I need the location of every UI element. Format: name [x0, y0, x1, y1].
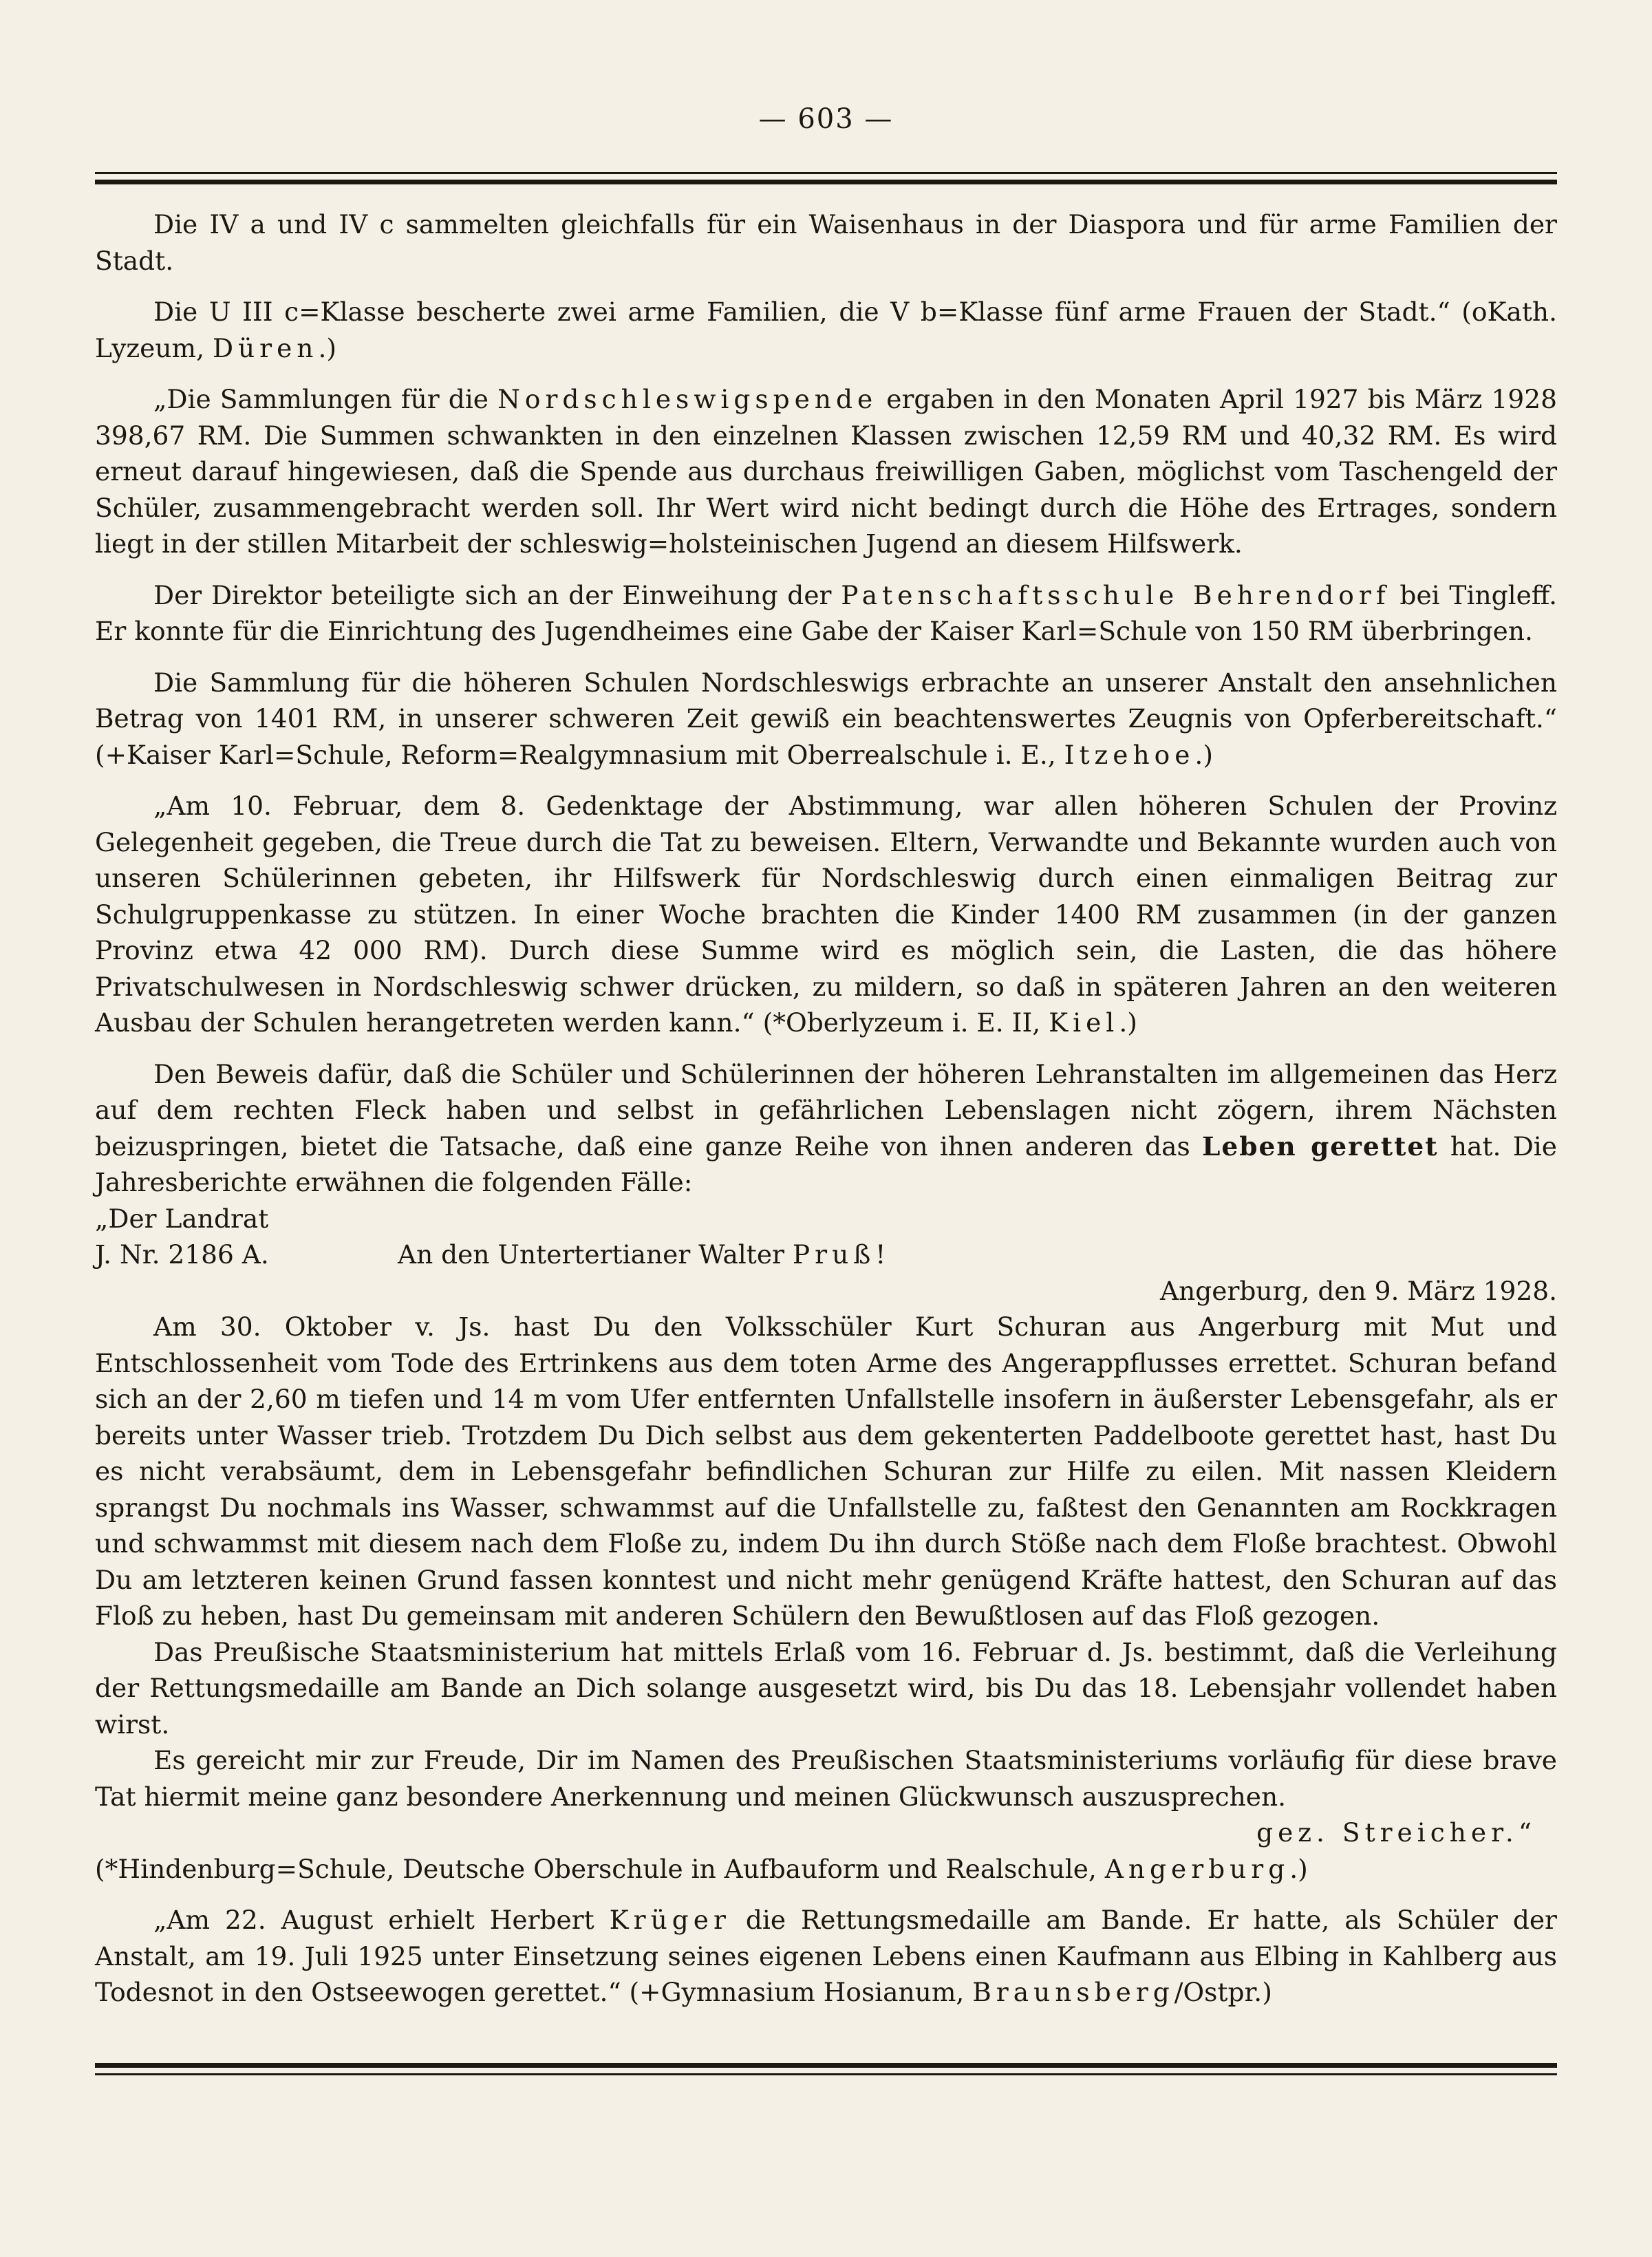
text: „Am 22. August erhielt Herbert: [153, 1905, 610, 1935]
letter-signature: gez. Streicher.“: [1256, 1817, 1536, 1848]
paragraph-nordschleswigspende: [95, 381, 1557, 562]
page-number: — 603 —: [758, 103, 894, 135]
text: „Am 10. Februar, dem 8. Gedenktage der Abstimmung, war allen höheren Schulen der Provinz Gelegenheit gegeben, die Treue durch die Tat zu beweisen. Eltern, Verwandte und Bekannte wurden auch von unseren Schülerinnen gebeten, ihr Hilfswerk für Nordschleswig durch einen einmaligen Beitrag zur Schulgruppenkasse zu stützen. In einer Woche brachten die Kinder 1400 RM zusammen (in der ganzen Provinz etwa 42 000 RM). Durch diese Summe wird es möglich sein, die Lasten, die das höhere Privatschulwesen in Nordschleswig schwer drücken, zu mildern, so daß in späteren Jahren an den weiteren Ausbau der Schulen herangetreten werden kann.“ (*Oberlyzeum i. E. II,: [95, 791, 1557, 1038]
text: .): [1194, 739, 1213, 770]
spaced-name: Krüger: [609, 1905, 731, 1935]
text: /Ostpr.): [1174, 1977, 1272, 2007]
header-double-rule: [95, 172, 1557, 184]
text: Den Beweis dafür, daß die Schüler und Schülerinnen der höheren Lehranstalten im allgemeinen das Herz auf dem rechten Fleck haben und selbst in gefährlichen Lebenslagen nicht zögern, ihrem Nächsten beizuspringen, bietet die Tatsache, daß eine ganze Reihe von ihnen anderen das: [95, 1058, 1557, 1162]
text: bei Tingleff. Er konnte für die Einrichtung des Jugendheimes eine Gabe der Kaiser Karl=Schule von 150 RM überbringen.: [95, 579, 1558, 646]
paragraph-iva-ivc: [95, 206, 1557, 279]
text: .): [1119, 1007, 1137, 1038]
paragraph-sammlung-itzehoe: [95, 665, 1557, 773]
journal-number: J. Nr. 2186 A.: [95, 1239, 269, 1270]
letter-body-decree: Das Preußische Staatsministerium hat mittels Erlaß vom 16. Februar d. Js. bestimmt, daß die Verleihung der Rettungsmedaille am Bande an Dich solange ausgesetzt wird, bis Du das 18. Lebensjahr vollendet haben wirst.: [95, 1636, 1557, 1740]
text: ergaben in den Monaten April 1927 bis März 1928 398,67 RM. Die Summen schwankten in den einzelnen Klassen zwischen 12,59 RM und 40,32 RM. Es wird erneut darauf hingewiesen, daß die Spende aus durchaus freiwilligen Gaben, möglichst vom Taschengeld der Schüler, zusammengebracht werden soll. Ihr Wert wird nicht bedingt durch die Höhe des Ertrages, sondern liegt in der stillen Mitarbeit der schleswig=holsteinischen Jugend an diesem Hilfswerk.: [95, 384, 1557, 559]
spaced-place-name: Angerburg: [1104, 1853, 1290, 1884]
spaced-place-name: Düren: [212, 332, 319, 363]
letter-body-rescue: Am 30. Oktober v. Js. hast Du den Volksschüler Kurt Schuran aus Angerburg mit Mut und Entschlossenheit vom Tode des Ertrinkens aus dem toten Arme des Angerappflusses errettet. Schuran befand sich an der 2,60 m tiefen und 14 m vom Ufer entfernten Unfallstelle insofern in äußerster Lebensgefahr, als er bereits unter Wasser trieb. Trotzdem Du Dich selbst aus dem gekenterten Paddelboote gerettet hast, hast Du es nicht verabsäumt, dem in Lebensgefahr befindlichen Schuran zur Hilfe zu eilen. Mit nassen Kleidern sprangst Du nochmals ins Wasser, schwammst auf die Unfallstelle zu, faßtest den Genannten am Rockkragen und schwammst mit diesem nach dem Floße zu, indem Du ihn durch Stöße nach dem Floße brachtest. Obwohl Du am letzteren keinen Grund fassen konntest und nicht mehr genügend Kräfte hattest, den Schuran auf das Floß zu heben, hast Du gemeinsam mit anderen Schülern den Bewußtlosen auf das Floß gezogen.: [95, 1312, 1557, 1631]
spaced-name: Pruß: [792, 1239, 876, 1270]
letter-body-congratulation: Es gereicht mir zur Freude, Dir im Namen des Preußischen Staatsministeriums vorläufig für diese brave Tat hiermit meine ganz besondere Anerkennung und meinen Glückwunsch auszusprechen.: [95, 1745, 1557, 1812]
paragraph-krueger: [95, 1902, 1557, 2011]
text: !: [875, 1239, 886, 1270]
text: Die Sammlung für die höheren Schulen Nordschleswigs erbrachte an unserer Anstalt den ansehnlichen Betrag von 1401 RM, in unserer schweren Zeit gewiß ein beachtenswertes Zeugnis von Opferbereitschaft.“ (+Kaiser Karl=Schule, Reform=Realgymnasium mit Oberrealschule i. E.,: [95, 667, 1557, 770]
text: Der Direktor beteiligte sich an der Einweihung der: [153, 579, 841, 610]
spaced-term: Nordschleswigspende: [497, 384, 878, 414]
spaced-term: Patenschaftsschule Behrendorf: [841, 579, 1391, 610]
letter-reference-line: [95, 1237, 1557, 1273]
letter-place-date: Angerburg, den 9. März 1928.: [1160, 1275, 1557, 1306]
bold-term: Leben gerettet: [1202, 1131, 1439, 1162]
page-body: [95, 206, 1557, 2026]
text: Die U III c=Klasse bescherte zwei arme Familien, die V b=Klasse fünf arme Frauen der Stadt.“ (oKath. Lyzeum,: [95, 297, 1557, 363]
paragraph-leben-gerettet: [95, 1056, 1557, 1201]
spaced-place-name: Kiel: [1049, 1007, 1119, 1038]
text: .): [1289, 1853, 1308, 1884]
footer-double-rule: [95, 2063, 1557, 2075]
text: Die IV a und IV c sammelten gleichfalls für ein Waisenhaus in der Diaspora und für arme Familien der Stadt.: [95, 209, 1557, 276]
text: hat. Die Jahresberichte erwähnen die folgenden Fälle:: [95, 1131, 1557, 1197]
letter-sender: „Der Landrat: [95, 1203, 269, 1234]
paragraph-gedenktag-kiel: [95, 788, 1557, 1041]
addressee: [398, 1237, 886, 1273]
spaced-place-name: Braunsberg: [972, 1977, 1174, 2007]
text: die Rettungsmedaille am Bande. Er hatte, als Schüler der Anstalt, am 19. Juli 1925 unter Einsetzung seines eigenen Lebens einen Kaufmann aus Elbing in Kahlberg aus Todesnot in den Ostseewogen gerettet.“ (+Gymnasium Hosianum,: [95, 1905, 1557, 2007]
letter-source: [95, 1851, 1557, 1887]
spaced-place-name: Itzehoe: [1064, 739, 1195, 770]
paragraph-uiii-klasse: [95, 294, 1557, 366]
text: An den Untertertianer Walter: [398, 1239, 793, 1270]
text: .): [318, 332, 336, 363]
paragraph-patenschaftsschule: [95, 577, 1557, 650]
text: „Die Sammlungen für die: [153, 384, 498, 414]
text: (*Hindenburg=Schule, Deutsche Oberschule in Aufbauform und Realschule,: [95, 1853, 1105, 1884]
